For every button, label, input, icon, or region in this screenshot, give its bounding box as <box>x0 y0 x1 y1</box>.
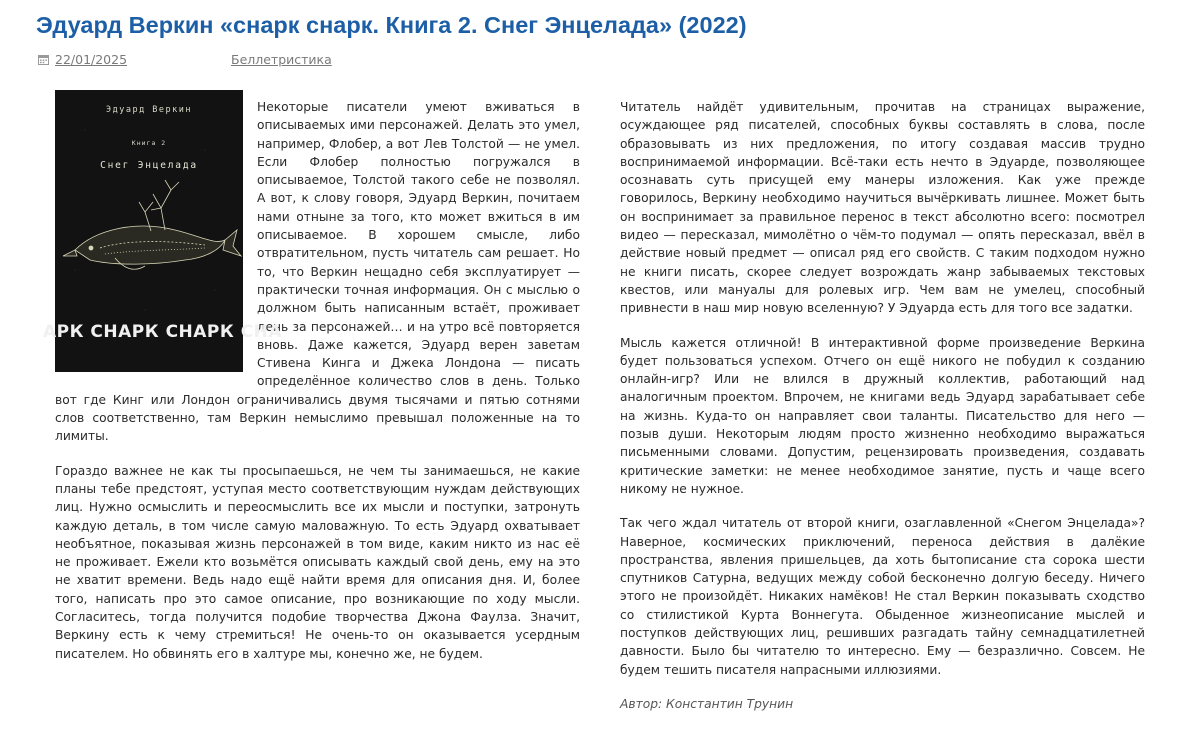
paragraph: Читатель найдёт удивительным, прочитав на страницах выражение, осуждающее ряд писателей, способных буквы составлять в слова, после образовывать из них предложения, по итогу создавая массив трудно воспринимаемой информации. Всё-таки есть нечто в Эдуарде, позволяющее осознавать суть присущей ему манеры изложения. Как уже прежде говорилось, Веркину необходимо научиться вычёркивать лишнее. Может быть он воспринимает за правильное перенос в текст абсолютно всего: посмотрел видео — пересказал, мимолётно о чём-то подумал — опять пересказал, ввёл в действие новый предмет — описал ряд его свойств. С таким подходом нужно не книги писать, скорее следует возрождать жанр забываемых текстовых квестов, или мануалы для ролевых игр. Чем вам не умелец, способный привнести в наш мир новую вселенную? У Эдуарда есть для того все задатки. <box>620 100 1145 316</box>
category-link[interactable]: Беллетристика <box>231 52 332 67</box>
calendar-icon <box>38 54 49 65</box>
paragraph: Некоторые писатели умеют вживаться в описываемых ими персонажей. Делать это умел, например, Флобер, а вот Лев Толстой — не умел. Если Флобер полностью погружался в описываемое, Толстой такого себе не позволял. А вот, к слову говоря, Эдуард Веркин, почитаем нами отныне за того, кто может вжиться в им описываемое. В хорошем смысле, либо отвратительном, пусть читатель сам решает. Но то, что Веркин нещадно себя эксплуатирует — практически точная информация. Он с мыслью о должном быть написанным встаёт, проживает день за персонажей… и на утро всё повторяется вновь. Даже кажется, Эдуард верен заветам Стивена Кинга и Джека Лондона — писать определённое количество слов в день. Только вот где Кинг или Лондон ограничивались двумя тысячами и пятью сотнями слов соответственно, там Веркин немыслимо превышал положенные на то лимиты. <box>55 100 580 444</box>
cover-series: АРК СНАРК СНАРК СНА <box>43 322 283 342</box>
paragraph: Мысль кажется отличной! В интерактивной форме произведение Веркина будет пользоваться успехом. Отчего он ещё никого не побудил к созданию онлайн-игр? Или не влился в дружный коллектив, работающий над аналогичным проектом. Впрочем, не книгами ведь Эдуард зарабатывает себе на жизнь. Куда-то он направляет свои таланты. Писательство для него — позыв души. Некоторым людям просто жизненно необходимо выражаться письменными словами. Допустим, рецензировать произведения, создавать критические заметки: не менее необходимое занятие, пусть и чаще всего никому не нужное. <box>620 335 1145 496</box>
paragraph: Так чего ждал читатель от второй книги, озаглавленной «Снегом Энцелада»? Наверное, космических приключений, переноса действия в далёкие пространства, явления пришельцев, да хоть бытописание ста сорока шести спутников Сатурна, ведущих между собой бесконечно долгую беседу. Ничего этого не произойдёт. Никаких намёков! Не стал Веркин показывать сходство со стилистикой Курта Воннегута. Обыденное жизнеописание мыслей и поступков действующих лиц, решивших разгадать тайну семнадцатилетней давности. Было бы читателю то интересно. Ему — безразлично. Совсем. Не будем тешить писателя напрасными иллюзиями. <box>620 516 1145 677</box>
post-meta <box>38 52 332 67</box>
paragraph: Гораздо важнее не как ты просыпаешься, не чем ты занимаешься, не какие планы тебе предстоят, уступая место соответствующим нуждам действующих лиц. Нужно осмыслить и переосмыслить все их мысли и поступки, затронуть каждую деталь, в том числе самую маловажную. То есть Эдуард охватывает необъятное, показывая жизнь персонажей в том виде, каким никто из нас её не проживает. Ежели кто возьмётся описывать каждый свой день, ему на это не хватит времени. Ведь надо ещё найти время для описания дня. И, более того, написать про это самое описание, про возникающие по ходу мысли. Согласитесь, тогда получится подобие творчества Джона Фаулза. Значит, Веркину есть к чему стремиться! Не очень-то он оказывается усердным писателем. Но обвинять его в халтуре мы, конечно же, не будем. <box>55 463 580 661</box>
cover-book-title: Снег Энцелада <box>100 160 198 171</box>
book-cover-image <box>43 90 283 372</box>
article-column-right <box>620 98 1145 729</box>
cover-author: Эдуард Веркин <box>105 105 193 115</box>
post-title[interactable]: Эдуард Веркин «снарк снарк. Книга 2. Снег Энцелада» (2022) <box>36 12 747 38</box>
author-signature: Автор: Константин Трунин <box>620 696 794 711</box>
article-column-left <box>43 98 580 679</box>
cover-book-number: Книга 2 <box>131 139 167 147</box>
post-date-link[interactable]: 22/01/2025 <box>55 52 128 67</box>
